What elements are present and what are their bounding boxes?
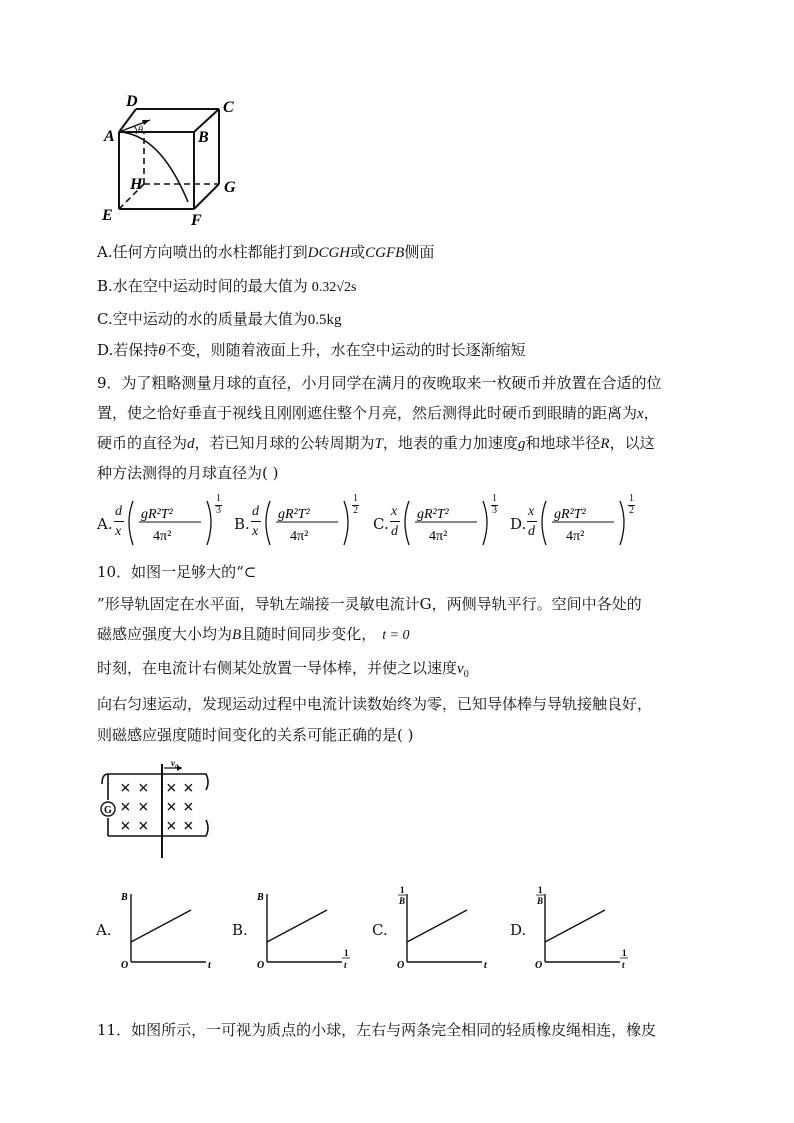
q10-line-3: 磁感应强度大小均为B且随时间同步变化， t = 0 <box>97 625 410 643</box>
q9-line-3: 硬币的直径为d，若已知月球的公转周期为T，地表的重力加速度g和地球半径R，以这 <box>97 434 655 452</box>
outer-denominator: x <box>115 524 122 539</box>
origin-label: O <box>121 960 129 971</box>
x-axis-label: t <box>208 960 211 971</box>
outer-denominator: d <box>528 524 535 539</box>
svg-text:×: × <box>138 816 149 837</box>
vertex-g: G <box>224 179 236 196</box>
svg-text:×: × <box>166 778 177 799</box>
svg-text:×: × <box>120 816 131 837</box>
exponent-numerator: 1 <box>629 493 634 504</box>
option-label: C. <box>373 515 389 533</box>
q8-option-a: A.任何方向喷出的水柱都能打到DCGH或CGFB侧面 <box>97 243 435 261</box>
option-label: B. <box>232 921 248 939</box>
exponent-numerator: 1 <box>353 493 358 504</box>
origin-label: O <box>397 960 405 971</box>
svg-text:B: B <box>399 896 406 906</box>
velocity-label: v₀ <box>171 760 179 768</box>
outer-denominator: x <box>252 524 259 539</box>
svg-text:×: × <box>183 816 194 837</box>
exponent-denominator: 3 <box>216 505 221 516</box>
y-axis-label: B <box>121 892 128 903</box>
q10-line-2: ”形导轨固定在水平面，导轨左端接一灵敏电流计G，两侧导轨平行。空间中各处的 <box>97 595 642 613</box>
magnetic-field-crosses <box>120 778 194 837</box>
vertex-h: H <box>130 176 143 193</box>
outer-denominator: d <box>391 524 398 539</box>
q10-line-1: 10．如图一足够大的“⊂ <box>97 563 257 581</box>
angle-theta: θ <box>138 125 143 136</box>
option-label: D. <box>510 921 527 939</box>
x-axis-label: 1 <box>344 948 349 958</box>
origin-label: O <box>535 960 543 971</box>
q8-option-d: D.若保持θ不变，则随着液面上升，水在空中运动的时长逐渐缩短 <box>97 341 526 359</box>
option-label: B. <box>234 515 250 533</box>
origin-label: O <box>257 960 265 971</box>
cube-figure <box>98 92 248 232</box>
inner-denominator: 4π² <box>429 529 448 544</box>
y-axis-label: B <box>257 892 264 903</box>
q8-option-c: C.空中运动的水的质量最大值为0.5kg <box>97 310 342 328</box>
q11-line-1: 11．如图所示，一可视为质点的小球，左右与两条完全相同的轻质橡皮绳相连，橡皮 <box>97 1021 657 1039</box>
q10-line-6: 则磁感应强度随时间变化的关系可能正确的是( ) <box>97 726 414 744</box>
vertex-d: D <box>126 93 138 110</box>
inner-numerator: gR²T² <box>417 507 449 522</box>
outer-numerator: d <box>115 504 122 519</box>
svg-text:×: × <box>183 797 194 818</box>
option-label: D. <box>510 515 527 533</box>
inner-denominator: 4π² <box>290 529 309 544</box>
q9-line-2: 置，使之恰好垂直于视线且刚刚遮住整个月亮，然后测得此时硬币到眼睛的距离为x， <box>97 404 659 422</box>
option-label: C. <box>372 921 388 939</box>
q10-line-4: 时刻，在电流计右侧某处放置一导体棒，并使之以速度$v_0$ <box>97 659 469 680</box>
svg-text:×: × <box>120 797 131 818</box>
svg-text:×: × <box>138 778 149 799</box>
svg-text:×: × <box>120 778 131 799</box>
option-label: A. <box>97 515 113 533</box>
option-label: A. <box>96 921 112 939</box>
x-axis-label: t <box>484 960 487 971</box>
inner-numerator: gR²T² <box>554 507 586 522</box>
exponent-denominator: 2 <box>353 505 358 516</box>
svg-text:×: × <box>183 778 194 799</box>
svg-text:×: × <box>166 816 177 837</box>
y-axis-label: 1 <box>538 885 543 895</box>
inner-denominator: 4π² <box>566 529 585 544</box>
vertex-c: C <box>223 99 234 116</box>
inner-numerator: gR²T² <box>141 507 173 522</box>
q9-line-1: 9．为了粗略测量月球的直径，小月同学在满月的夜晚取来一枚硬币并放置在合适的位 <box>97 374 662 392</box>
outer-numerator: x <box>391 504 398 519</box>
q10-graph-option-a <box>96 884 226 979</box>
x-axis-label: 1 <box>622 948 627 958</box>
outer-numerator: x <box>528 504 535 519</box>
exponent-numerator: 1 <box>492 493 497 504</box>
svg-text:×: × <box>166 797 177 818</box>
vertex-b: B <box>198 129 209 146</box>
outer-numerator: d <box>252 504 259 519</box>
vertex-f: F <box>191 212 202 229</box>
svg-text:t: t <box>344 960 347 970</box>
q8-option-b: B.水在空中运动时间的最大值为 0.32√2s <box>97 277 357 295</box>
svg-text:×: × <box>138 797 149 818</box>
q9-line-4: 种方法测得的月球直径为( ) <box>97 464 279 482</box>
svg-text:t: t <box>622 960 625 970</box>
y-axis-label: 1 <box>400 885 405 895</box>
vertex-e: E <box>102 207 113 224</box>
exponent-denominator: 3 <box>492 505 497 516</box>
vertex-a: A <box>104 128 115 145</box>
q10-graph-option-b <box>232 884 362 979</box>
q10-graph-option-d <box>510 884 640 979</box>
exponent-numerator: 1 <box>216 493 221 504</box>
q10-graph-option-c <box>372 884 502 979</box>
exponent-denominator: 2 <box>629 505 634 516</box>
inner-denominator: 4π² <box>153 529 172 544</box>
q10-line-5: 向右匀速运动，发现运动过程中电流计读数始终为零，已知导体棒与导轨接触良好， <box>97 695 653 713</box>
inner-numerator: gR²T² <box>278 507 310 522</box>
svg-text:B: B <box>537 896 544 906</box>
rail-circuit-figure <box>98 760 218 860</box>
galvanometer-label: G <box>104 805 112 816</box>
